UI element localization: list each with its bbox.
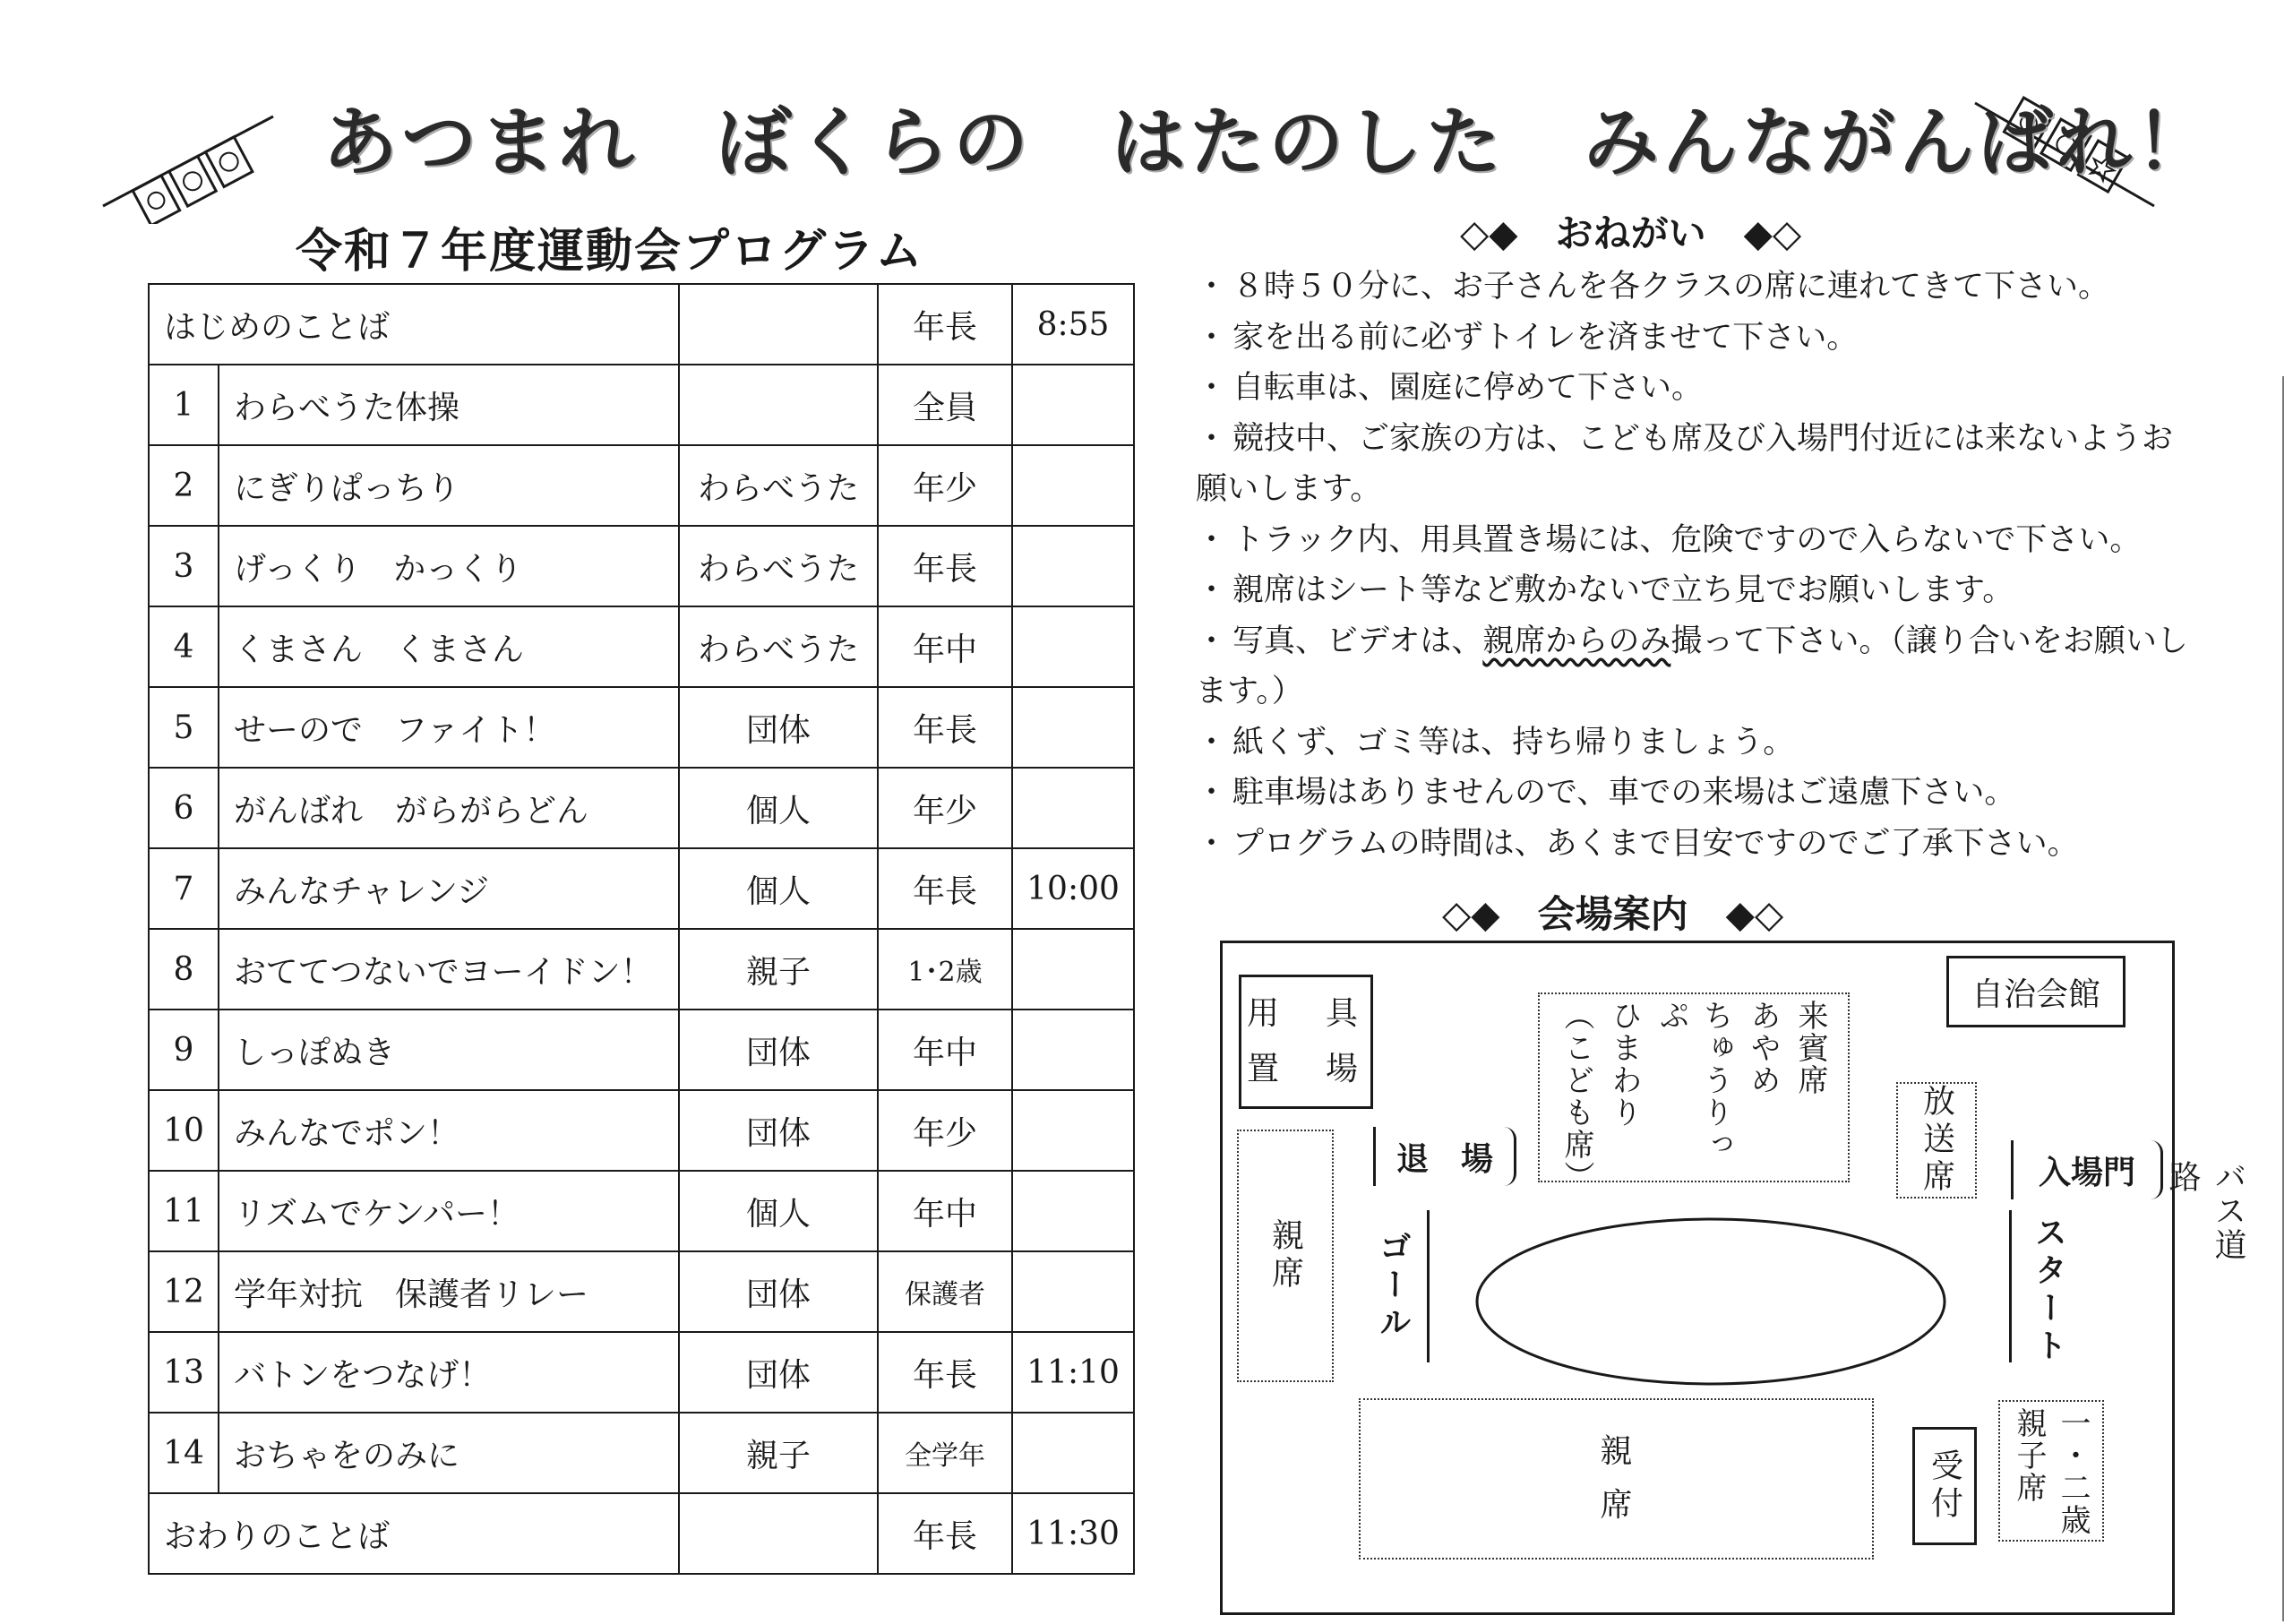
program-grade: 年長 (878, 687, 1012, 768)
program-number: 5 (149, 687, 219, 768)
program-name: しっぽぬき (219, 1010, 679, 1090)
program-grade: 全員 (878, 365, 1012, 445)
table-row (149, 1171, 1134, 1251)
table-row (149, 1010, 1134, 1090)
program-name: がんばれ がらがらどん (219, 768, 679, 848)
start-line (2009, 1210, 2012, 1362)
program-time (1012, 1010, 1134, 1090)
bullet-mark: ・ (1196, 521, 1228, 558)
program-name: にぎりぱっちり (219, 445, 679, 526)
list-item (1196, 313, 2199, 364)
program-type: 親子 (679, 1413, 878, 1493)
toddler-seat-label: 親子席 (2011, 1407, 2047, 1504)
race-track-oval (1473, 1212, 1948, 1391)
program-name: げっくり かっくり (219, 526, 679, 606)
program-type: わらべうた (679, 606, 878, 687)
list-item (1196, 616, 2199, 717)
program-grade: 年長 (878, 848, 1012, 929)
program-number: 6 (149, 768, 219, 848)
program-number: 1 (149, 365, 219, 445)
request-text: 親席はシート等など敷かないで立ち見でお願いします。 (1232, 572, 2014, 608)
request-text: 写真、ビデオは、 (1232, 623, 1483, 659)
table-row (149, 365, 1134, 445)
table-row (149, 284, 1134, 365)
table-row (149, 1251, 1134, 1332)
table-row (149, 1332, 1134, 1413)
program-number: 8 (149, 929, 219, 1010)
table-row (149, 848, 1134, 929)
program-type (679, 365, 878, 445)
bullet-mark: ・ (1196, 269, 1228, 305)
request-text: 家を出る前に必ずトイレを済ませて下さい。 (1232, 319, 1859, 356)
bullet-mark: ・ (1196, 775, 1228, 811)
program-table-body (149, 284, 1134, 1574)
table-row (149, 929, 1134, 1010)
program-name: リズムでケンパー！ (219, 1171, 679, 1251)
requests-list (1196, 262, 2199, 869)
entrance-gate-label: 入場門 (2011, 1140, 2163, 1199)
goal-line (1427, 1210, 1430, 1362)
program-grade: 年中 (878, 606, 1012, 687)
program-name: はじめのことば (149, 284, 679, 365)
exit-label: 退 場 (1373, 1127, 1516, 1186)
program-time (1012, 687, 1134, 768)
kids-seat-label: あやめ (1745, 1000, 1781, 1096)
program-time (1012, 1171, 1134, 1251)
kids-seat-list (1540, 994, 1848, 1193)
program-time (1012, 1413, 1134, 1493)
toddler-seat-list (2000, 1402, 2102, 1540)
list-item (1196, 717, 2199, 769)
program-grade: 年中 (878, 1010, 1012, 1090)
bus-road-text: バス道路 (2164, 1160, 2246, 1262)
kids-seat-label: （こども席） (1559, 1000, 1594, 1193)
parent-seating-left (1237, 1130, 1334, 1382)
toddler-seat-label: 一・二歳 (2055, 1407, 2091, 1536)
program-number: 9 (149, 1010, 219, 1090)
program-number: 14 (149, 1413, 219, 1493)
venue-heading: ◇◆ 会場案内 ◆◇ (1442, 892, 1784, 936)
program-time (1012, 1090, 1134, 1171)
table-row (149, 687, 1134, 768)
program-time: 8:55 (1012, 284, 1134, 365)
list-item (1196, 515, 2199, 566)
program-type: 個人 (679, 848, 878, 929)
reception-booth (1912, 1427, 1977, 1545)
program-type (679, 1493, 878, 1574)
program-time: 11:10 (1012, 1332, 1134, 1413)
program-type: 団体 (679, 1090, 878, 1171)
parent-seat-left-label: 親席 (1267, 1218, 1304, 1293)
program-name: バトンをつなげ！ (219, 1332, 679, 1413)
program-name: おててつないでヨーイドン！ (219, 929, 679, 1010)
equipment-storage: 用 具 置 場 (1239, 975, 1373, 1109)
program-name: くまさん くまさん (219, 606, 679, 687)
table-row (149, 526, 1134, 606)
page-edge-line (2282, 376, 2284, 1621)
table-row (149, 1413, 1134, 1493)
program-grade: 保護者 (878, 1251, 1012, 1332)
kids-seat-label: 来賓席 (1792, 1000, 1828, 1096)
bullet-mark: ・ (1196, 825, 1228, 862)
list-item (1196, 363, 2199, 414)
program-grade: 年中 (878, 1171, 1012, 1251)
bus-road-label (2164, 1160, 2246, 1285)
program-name: みんなでポン！ (219, 1090, 679, 1171)
request-emphasis: 親席からのみ (1482, 623, 1671, 659)
table-row (149, 768, 1134, 848)
program-type: 団体 (679, 1251, 878, 1332)
list-item (1196, 819, 2199, 870)
request-text: 自転車は、園庭に停めて下さい。 (1232, 370, 1704, 406)
program-grade: 年少 (878, 445, 1012, 526)
program-table (148, 283, 1135, 1575)
program-grade: 年長 (878, 526, 1012, 606)
bullet-mark: ・ (1196, 370, 1228, 406)
list-item (1196, 565, 2199, 616)
program-time: 11:30 (1012, 1493, 1134, 1574)
program-number: 3 (149, 526, 219, 606)
table-row (149, 606, 1134, 687)
reception-label: 受付 (1926, 1448, 1963, 1524)
program-number: 7 (149, 848, 219, 929)
program-time (1012, 445, 1134, 526)
program-grade: 年長 (878, 1332, 1012, 1413)
program-name: みんなチャレンジ (219, 848, 679, 929)
broadcast-booth (1896, 1082, 1977, 1199)
program-number: 4 (149, 606, 219, 687)
list-item (1196, 414, 2199, 515)
program-title: 令和７年度運動会プログラム (296, 225, 924, 279)
program-name: おわりのことば (149, 1493, 679, 1574)
program-type: 団体 (679, 687, 878, 768)
bullet-mark: ・ (1196, 724, 1228, 760)
program-grade: 1･2歳 (878, 929, 1012, 1010)
program-type: 団体 (679, 1332, 878, 1413)
venue-map (1220, 941, 2175, 1615)
kids-seat-label: ひまわり (1606, 1000, 1642, 1129)
toddler-parent-seating (1998, 1400, 2104, 1542)
requests-heading: ◇◆ おねがい ◆◇ (1460, 211, 1802, 255)
goal-label (1366, 1210, 1420, 1362)
program-time (1012, 768, 1134, 848)
program-time (1012, 1251, 1134, 1332)
request-text: 競技中、ご家族の方は、こども席及び入場門付近には来ないようお願いします。 (1196, 420, 2174, 507)
program-time (1012, 929, 1134, 1010)
request-text: 紙くず、ゴミ等は、持ち帰りましょう。 (1232, 724, 1795, 760)
table-row (149, 1493, 1134, 1574)
main-title: あつまれ ぼくらの はたのした みんながんばれ！ (322, 99, 2215, 186)
program-type: 親子 (679, 929, 878, 1010)
program-grade: 年少 (878, 768, 1012, 848)
program-type: 個人 (679, 768, 878, 848)
table-row (149, 445, 1134, 526)
program-grade: 年長 (878, 284, 1012, 365)
program-type (679, 284, 878, 365)
program-type: わらべうた (679, 445, 878, 526)
bullet-mark: ・ (1196, 420, 1228, 457)
jichikaikan-label: 自治会館 (1946, 956, 2126, 1027)
kids-seating-area (1538, 992, 1850, 1193)
request-text: トラック内、用具置き場には、危険ですので入らないで下さい。 (1232, 521, 2142, 558)
program-type: 個人 (679, 1171, 878, 1251)
program-number: 11 (149, 1171, 219, 1251)
program-name: おちゃをのみに (219, 1413, 679, 1493)
goal-text: ゴール (1374, 1230, 1412, 1343)
program-name: 学年対抗 保護者リレー (219, 1251, 679, 1332)
program-name: せーので ファイト！ (219, 687, 679, 768)
request-text: プログラムの時間は、あくまで目安ですのでご了承下さい。 (1232, 825, 2079, 862)
list-item (1196, 768, 2199, 819)
program-time (1012, 365, 1134, 445)
bullet-mark: ・ (1196, 572, 1228, 608)
request-text: 駐車場はありませんので、車での来場はご遠慮下さい。 (1232, 775, 2016, 811)
bullet-mark: ・ (1196, 623, 1228, 659)
start-text: スタート (2030, 1216, 2067, 1366)
program-type: わらべうた (679, 526, 878, 606)
program-name: わらべうた体操 (219, 365, 679, 445)
program-time (1012, 526, 1134, 606)
table-row (149, 1090, 1134, 1171)
program-grade: 年少 (878, 1090, 1012, 1171)
list-item (1196, 262, 2199, 313)
broadcast-label: 放送席 (1918, 1084, 1955, 1197)
bunting-left-decoration (99, 99, 278, 224)
program-number: 13 (149, 1332, 219, 1413)
request-text: ８時５０分に、お子さんを各クラスの席に連れてきて下さい。 (1232, 269, 2109, 305)
program-number: 2 (149, 445, 219, 526)
bullet-mark: ・ (1196, 319, 1228, 356)
program-number: 12 (149, 1251, 219, 1332)
start-label (2022, 1210, 2075, 1371)
program-number: 10 (149, 1090, 219, 1171)
program-time (1012, 606, 1134, 687)
parent-seating-bottom: 親 席 (1359, 1398, 1874, 1560)
request-text: 撮って下さい。（譲り合いをお願いします。） (1196, 623, 2188, 709)
program-time: 10:00 (1012, 848, 1134, 929)
kids-seat-label: ちゅうりっぷ (1653, 1000, 1733, 1161)
program-type: 団体 (679, 1010, 878, 1090)
program-grade: 年長 (878, 1493, 1012, 1574)
program-grade: 全学年 (878, 1413, 1012, 1493)
